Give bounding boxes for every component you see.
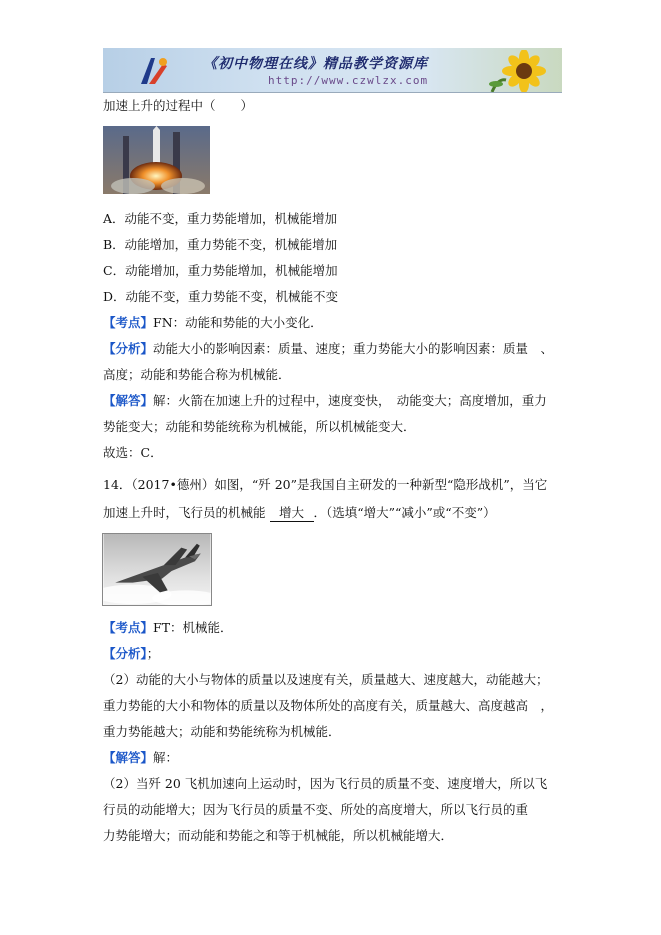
jieda-text: 解：火箭在加速上升的过程中，速度变快， 动能变大；高度增加，重力 xyxy=(153,393,547,408)
q14-stem-pre: 加速上升时，飞行员的机械能 xyxy=(103,505,266,520)
q14-answer-blank: 增大 xyxy=(270,505,314,522)
fighter-jet-image xyxy=(102,533,212,606)
jieda-text: 解： xyxy=(153,750,179,765)
q14-analysis-1: （2）动能的大小与物体的质量以及速度有关，质量越大、速度越大，动能越大； xyxy=(103,672,549,687)
q13-jieda xyxy=(103,393,547,409)
q14-stem-line2 xyxy=(103,505,496,522)
rocket-launch-image xyxy=(103,126,210,194)
kaodian-tag: 【考点】 xyxy=(103,315,154,330)
header-banner xyxy=(103,48,562,93)
q14-solution-3: 力势能增大；而动能和势能之和等于机械能，所以机械能增大． xyxy=(103,828,454,843)
option-a: A．动能不变，重力势能增加，机械能增加 xyxy=(103,211,338,226)
option-d: D．动能不变，重力势能不变，机械能不变 xyxy=(103,289,339,304)
fenxi-text: 动能大小的影响因素：质量、速度；重力势能大小的影响因素：质量 、 xyxy=(153,341,554,356)
q14-fenxi xyxy=(103,646,159,662)
q14-analysis-3: 重力势能越大；动能和势能统称为机械能． xyxy=(103,724,341,739)
q14-stem-post: ．（选填“增大”“减小”或“不变”） xyxy=(313,505,496,520)
option-c: C．动能增加，重力势能增加，机械能增加 xyxy=(103,263,338,278)
q13-fenxi xyxy=(103,341,553,357)
q13-kaodian xyxy=(103,315,323,331)
kaodian-text: FT：机械能． xyxy=(153,620,233,635)
site-url[interactable]: http://www.czwlzx.com xyxy=(268,74,429,87)
q14-jieda xyxy=(103,750,178,766)
q14-solution-2: 行员的动能增大；因为飞行员的质量不变、所处的高度增大，所以飞行员的重 xyxy=(103,802,529,817)
q14-stem-line1: 14．（2017•德州）如图，“歼 20”是我国自主研发的一种新型“隐形战机”，当它 xyxy=(103,477,548,492)
q14-kaodian xyxy=(103,620,233,636)
site-title: 《初中物理在线》精品教学资源库 xyxy=(203,56,428,72)
q14-analysis-2: 重力势能的大小和物体的质量以及物体所处的高度有关，质量越大、高度越高 ， xyxy=(103,698,554,713)
q13-choice: 故选：C． xyxy=(103,445,163,460)
q13-stem: 加速上升的过程中（ ） xyxy=(103,98,254,113)
sunflower-icon xyxy=(484,50,554,92)
kaodian-tag: 【考点】 xyxy=(103,620,154,635)
fenxi-text: ； xyxy=(146,646,160,661)
fenxi-tag: 【分析】 xyxy=(103,646,147,661)
q13-jieda-cont: 势能变大；动能和势能统称为机械能，所以机械能变大． xyxy=(103,419,416,434)
jieda-tag: 【解答】 xyxy=(103,750,154,765)
q14-solution-1: （2）当歼 20 飞机加速向上运动时，因为飞行员的质量不变、速度增大，所以飞 xyxy=(103,776,548,791)
fenxi-tag: 【分析】 xyxy=(103,341,154,356)
kaodian-text: FN：动能和势能的大小变化． xyxy=(153,315,323,330)
q13-fenxi-cont: 高度；动能和势能合称为机械能． xyxy=(103,367,291,382)
jieda-tag: 【解答】 xyxy=(103,393,154,408)
site-logo-icon xyxy=(133,54,173,88)
option-b: B．动能增加，重力势能不变，机械能增加 xyxy=(103,237,338,252)
